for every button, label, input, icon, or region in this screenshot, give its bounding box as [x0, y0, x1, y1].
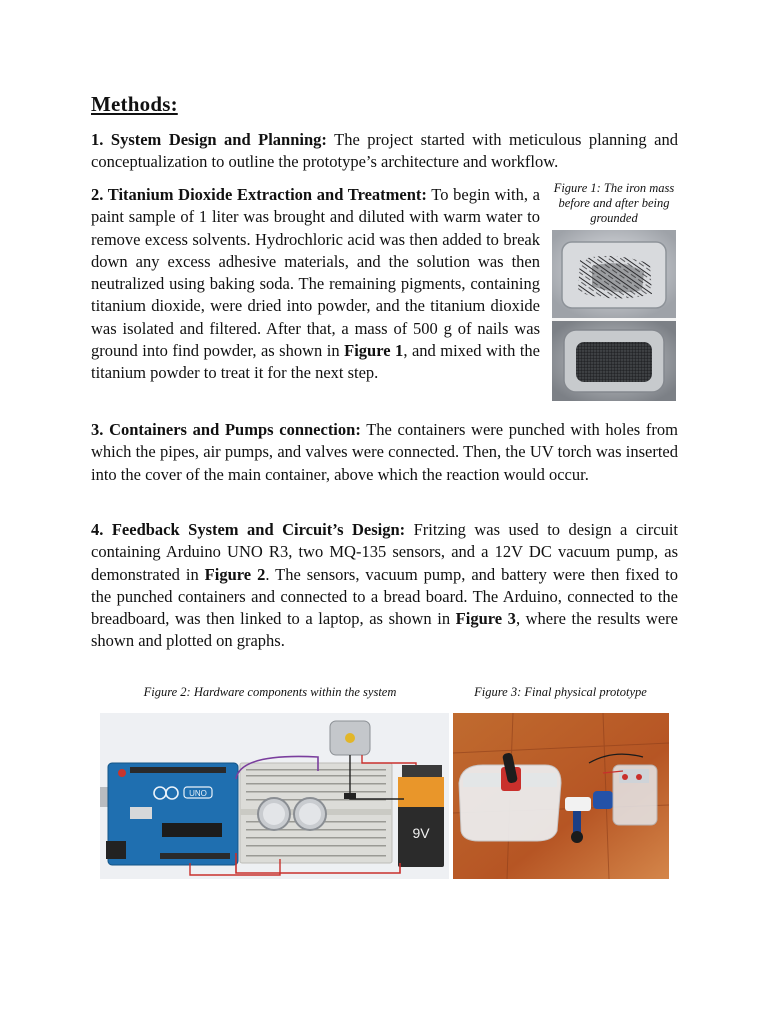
figure-1-image — [552, 230, 676, 401]
section-1-text: The project started with meticulous planning and conceptualization to outline the prototype’s architecture and workflow. — [91, 130, 678, 172]
section-1-label: 1. System Design and Planning: — [91, 130, 327, 149]
section-2-text-b: , and mixed with the titanium powder to treat it for the next step. — [91, 341, 540, 383]
figure-1-ref: Figure 1 — [344, 341, 404, 361]
section-2-text-a: To begin with, a paint sample of 1 liter was brought and diluted with warm water to remove excess solvents. Hydrochloric acid was then added to break down any excess adhesive materials, and the solution was then neutralized using baking soda. The remaining pigments, containing titanium dioxide, were dried into powder, and the titanium dioxide was isolated and filtered. After that, a mass of 500 g of nails was ground into find powder, as shown in — [91, 185, 540, 361]
section-4-text-b: . The sensors, vacuum pump, and battery were then fixed to the punched containers and connected to a bread board. The Arduino, connected to the breadboard, was then linked to a laptop, as shown in — [91, 564, 678, 629]
section-3-text: The containers were punched with holes from which the pipes, air pumps, and valves were connected. Then, the UV torch was inserted into the cover of the main container, above which the reaction would occur. — [91, 420, 678, 484]
section-1-paragraph — [91, 129, 678, 174]
figure-2-caption: Figure 2: Hardware components within the system — [143, 685, 397, 699]
section-4-text-a: Fritzing was used to design a circuit containing Arduino UNO R3, two MQ-135 sensors, and a 12V DC vacuum pump, as demonstrated in — [91, 520, 678, 584]
section-2-label: 2. Titanium Dioxide Extraction and Treatment: — [91, 185, 427, 204]
figure-2-ref: Figure 2 — [204, 564, 266, 584]
section-2-paragraph — [91, 184, 540, 385]
figure-1-caption: Figure 1: The iron mass before and after being grounded — [553, 181, 675, 225]
figure-3-ref: Figure 3 — [455, 609, 516, 629]
section-3-label: 3. Containers and Pumps connection: — [91, 420, 361, 439]
section-4-text-c: , where the results were shown and plotted on graphs. — [91, 609, 678, 651]
section-3-paragraph — [91, 419, 678, 486]
figure-3-image — [453, 713, 669, 879]
battery-label: 9V — [412, 825, 430, 841]
arduino-label: UNO — [189, 789, 207, 798]
section-4-label: 4. Feedback System and Circuit’s Design: — [91, 520, 406, 539]
page-heading: Methods: — [91, 92, 178, 116]
figure-2-image — [100, 713, 449, 879]
figure-3-caption: Figure 3: Final physical prototype — [474, 685, 647, 699]
section-4-paragraph — [91, 519, 678, 653]
